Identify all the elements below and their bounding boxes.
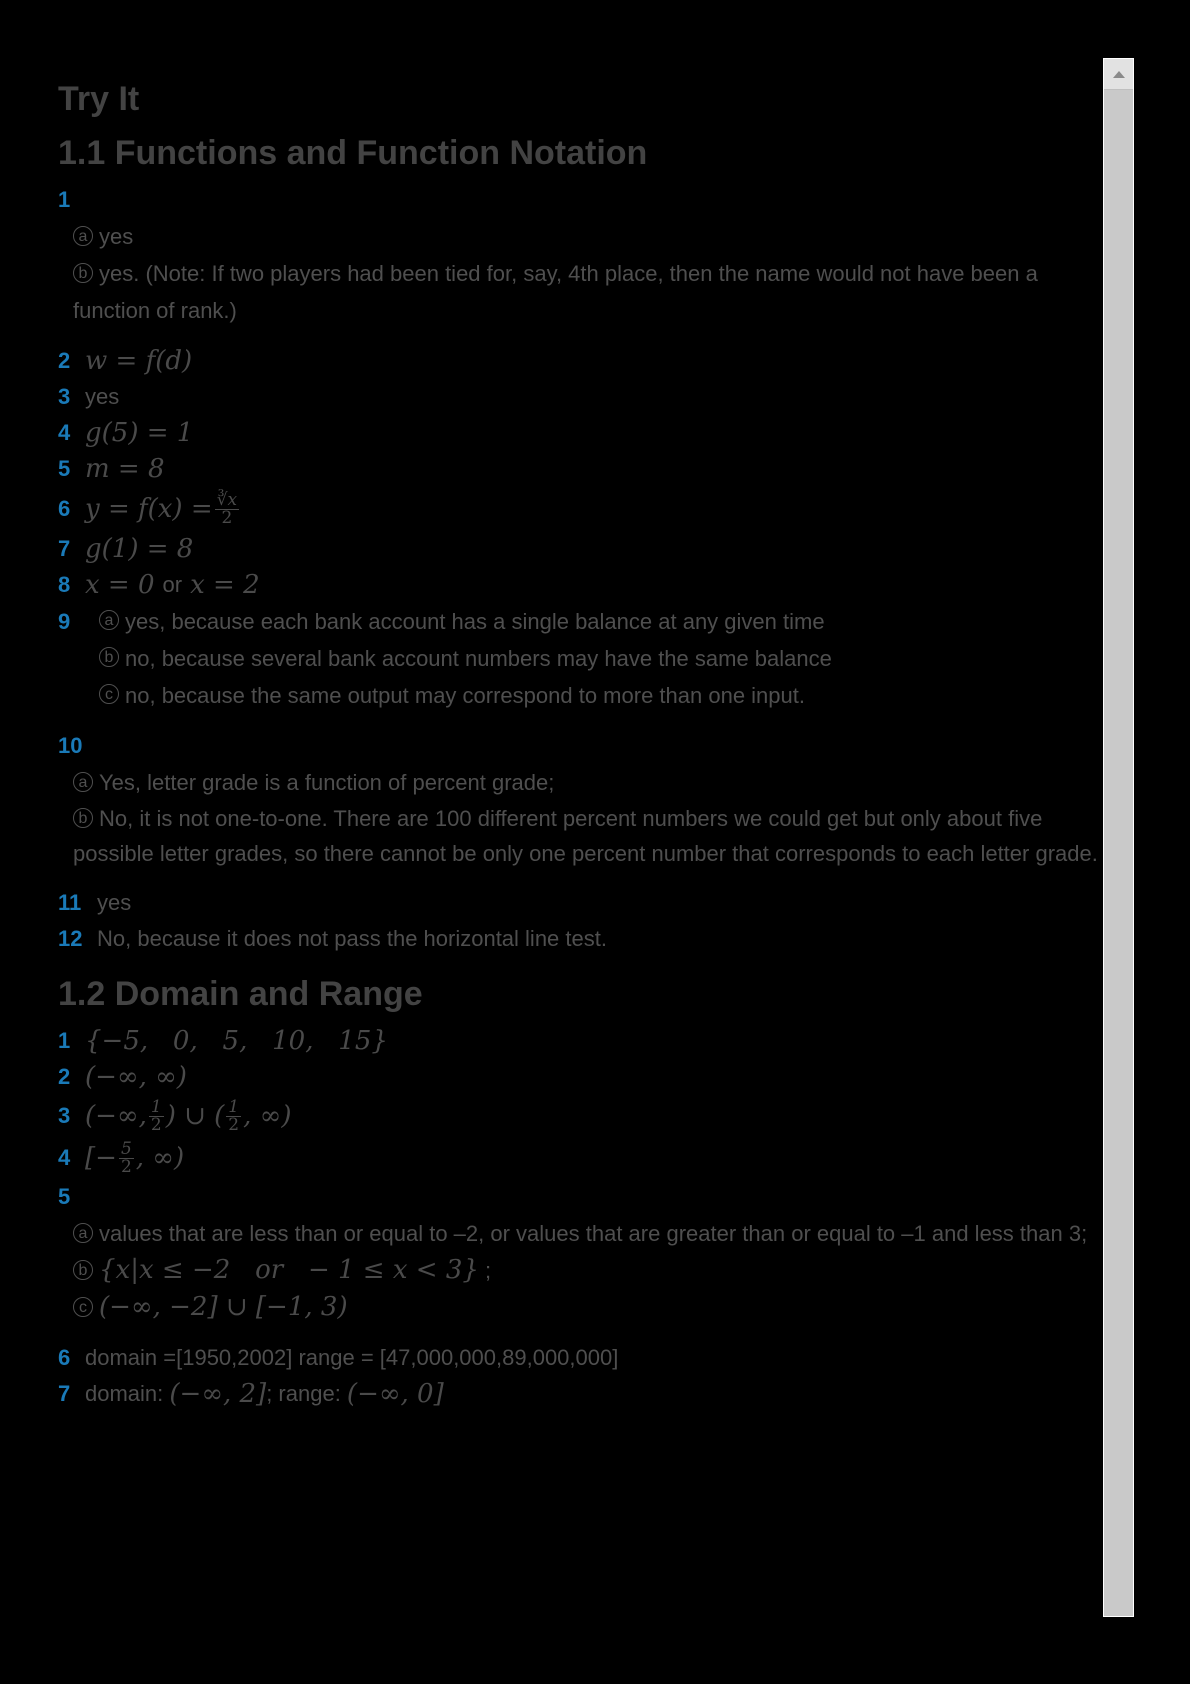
fraction [119,1138,134,1177]
answer-text: or [162,572,183,597]
answer-item [58,343,1103,379]
answer-item [58,885,1103,921]
sub-answer-a [58,764,1103,801]
marker-c: c [73,1297,93,1317]
marker-a: a [73,772,93,792]
answer-text: yes [85,384,120,409]
item-number: 4 [58,420,71,445]
answer-math: (−∞, 2] [169,1379,267,1409]
answer-item [58,1095,1103,1137]
answer-item [58,1023,1103,1059]
answer-math: (−∞, −2] ∪ [−1, 3) [99,1292,348,1322]
item-number: 4 [58,1145,71,1170]
fraction-denominator: 2 [221,507,233,528]
item-number: 5 [58,1184,71,1209]
section-heading-1-1: 1.1 Functions and Function Notation [58,134,648,172]
answer-item [58,531,1103,567]
answer-item [58,1179,1103,1326]
item-number: 2 [58,1064,71,1089]
answer-text: yes. (Note: If two players had been tied for, say, 4th place, then the name would not have been a function of rank.) [73,261,1038,323]
answer-item [58,567,1103,603]
answer-text: yes, because each bank account has a single balance at any given time [125,608,825,634]
item-number: 1 [58,187,71,212]
answer-text: no, because several bank account numbers may have the same balance [125,645,832,671]
answer-text: no, because the same output may correspond to more than one input. [125,682,805,708]
answer-math: g(5) = 1 [85,418,194,448]
page-title: Try It [58,80,140,118]
answer-item [58,415,1103,451]
document-body [58,74,1103,1412]
answer-math: m = 8 [85,454,165,484]
fraction-denominator: 2 [120,1156,132,1177]
answer-math: (−∞, [85,1101,147,1131]
answer-item [58,1376,1103,1412]
answer-math: , ∞) [243,1101,292,1131]
answer-math: , ∞) [135,1143,185,1173]
item-number: 7 [58,1381,71,1406]
item-number: 7 [58,536,71,561]
answer-text: No, because it does not pass the horizontal line test. [97,926,607,951]
answer-math: (−∞, 0] [346,1379,444,1409]
answer-text: Yes, letter grade is a function of percent grade; [99,770,555,795]
answer-math: {−5, 0, 5, 10, 15} [85,1026,388,1056]
marker-b: b [73,263,93,283]
fraction [215,489,239,528]
answer-item [58,1059,1103,1095]
item-number: 3 [58,1103,71,1128]
item-number: 11 [58,890,82,915]
sub-answer-a [58,218,1103,255]
answer-math: (−∞, ∞) [85,1062,187,1092]
answer-math: y = f(x) = [85,494,213,524]
answer-item [58,487,1103,531]
sub-answer-b [58,1252,1103,1289]
item-number: 10 [58,733,83,758]
answer-item [58,451,1103,487]
answer-item [58,728,1103,871]
item-number: 2 [58,348,71,373]
item-number: 1 [58,1028,71,1053]
item-number: 8 [58,572,71,597]
answer-item [58,182,1103,329]
answer-text: domain =[1950,2002] range = [47,000,000,89,000,000] [85,1345,619,1370]
answer-text: yes [99,224,134,249]
answer-text: values that are less than or equal to –2, or values that are greater than or equal to –1 and less than 3; [99,1221,1088,1246]
fraction-denominator: 2 [228,1114,240,1135]
answer-text: yes [97,890,132,915]
fraction-numerator: 1 [228,1096,240,1117]
scroll-up-button[interactable] [1104,59,1133,90]
answer-text: ; [478,1258,492,1283]
item-number: 12 [58,926,83,951]
answer-math: x = 0 [85,570,155,600]
answer-item [58,1340,1103,1376]
item-number: 5 [58,456,71,481]
answer-item [58,921,1103,957]
item-number: 6 [58,496,71,521]
section-heading-1-2: 1.2 Domain and Range [58,975,423,1013]
marker-b: b [73,1260,93,1280]
sub-answer-a [58,1215,1103,1252]
item-number: 3 [58,384,71,409]
item-number: 9 [58,609,71,634]
sub-answer-b [58,801,1103,871]
sub-answer-b [58,255,1103,329]
answer-math: ) ∪ ( [165,1101,225,1131]
answer-text: No, it is not one-to-one. There are 100 different percent numbers we could get but only about five possible letter grades, so there cannot be only one percent number that corresponds to each letter grade. [73,806,1098,866]
item-number: 6 [58,1345,71,1370]
caret-up-icon [1112,70,1126,79]
fraction-numerator: 5 [120,1138,132,1159]
sub-answer-c [58,1289,1103,1326]
answer-text: ; range: [266,1381,347,1406]
marker-a: a [99,610,119,630]
answer-math: g(1) = 8 [85,534,194,564]
fraction-denominator: 2 [150,1114,162,1135]
answer-item [58,1137,1103,1179]
marker-a: a [73,226,93,246]
answer-math: [− [85,1143,117,1173]
sub-answer-b [58,640,1103,677]
fraction-numerator: ∛x [216,489,238,510]
answer-text: domain: [85,1381,170,1406]
answer-item [58,603,1103,714]
marker-a: a [73,1223,93,1243]
marker-b: b [99,647,119,667]
answer-math: {x|x ≤ −2 or − 1 ≤ x < 3} [99,1255,479,1285]
fraction-numerator: 1 [150,1096,162,1117]
fraction [226,1096,241,1135]
vertical-scrollbar[interactable] [1103,58,1134,1617]
answer-item [58,379,1103,415]
fraction [149,1096,164,1135]
marker-c: c [99,684,119,704]
sub-answer-c [58,677,1103,714]
answer-math: w = f(d) [85,346,193,376]
sub-answer-a [58,603,1103,640]
marker-b: b [73,808,93,828]
answer-math: x = 2 [190,570,260,600]
